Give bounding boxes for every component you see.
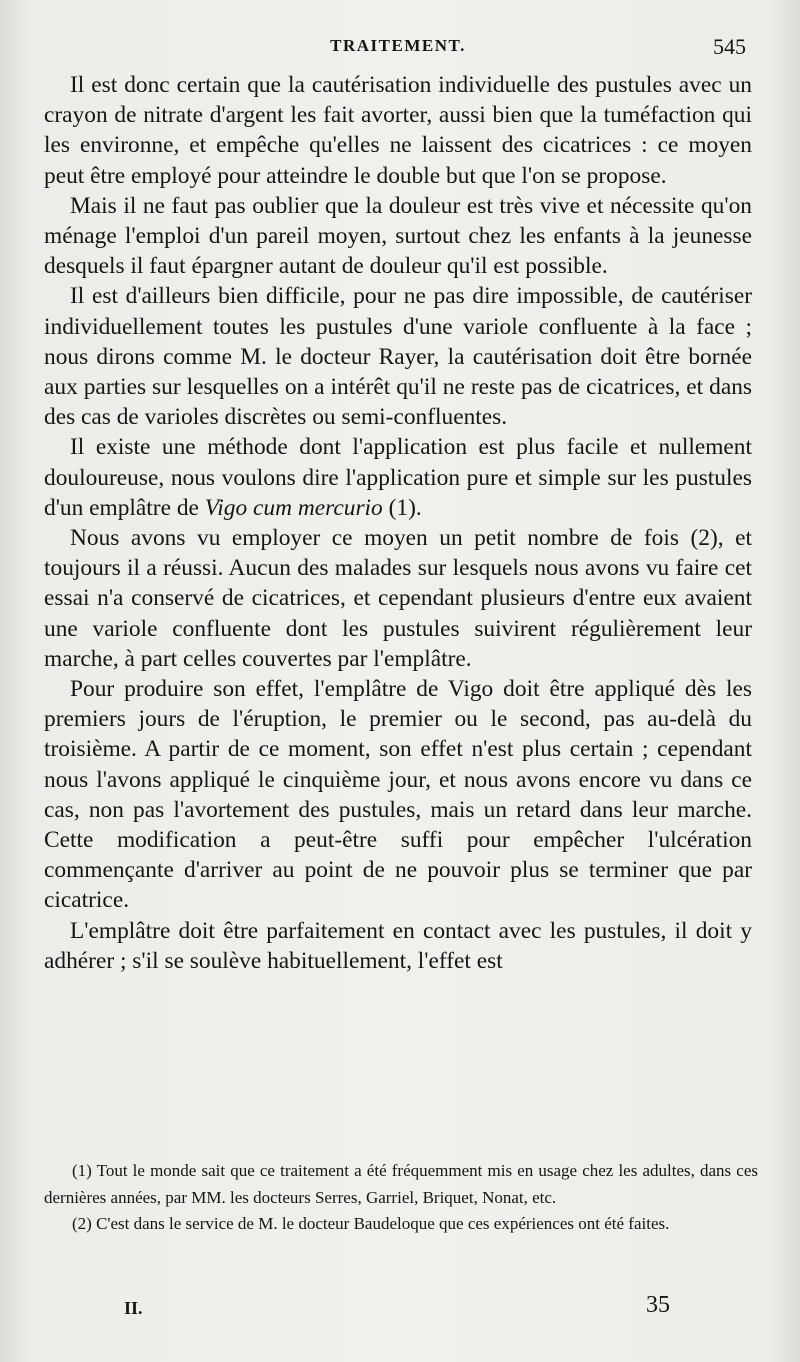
paragraph <box>44 432 752 523</box>
italic-term: Vigo cum mercurio <box>204 494 383 521</box>
paragraph: Mais il ne faut pas oublier que la douleur est très vive et nécessite qu'on ménage l'emploi d'un pareil moyen, surtout chez les enfants à la jeunesse desquels il faut épargner autant de douleur qu'il est possible. <box>44 192 752 280</box>
page-number: 545 <box>713 34 746 59</box>
folio-number: 35 <box>646 1292 670 1318</box>
footnote: (1) Tout le monde sait que ce traitement a été fréquemment mis en usage chez les adultes, dans ces dernières années, par MM. les docteurs Serres, Garriel, Briquet, Nonat, etc. <box>44 1161 758 1207</box>
footnotes <box>44 1158 758 1238</box>
body-text <box>44 70 752 976</box>
paragraph: Il est donc certain que la cautérisation individuelle des pustules avec un crayon de nitrate d'argent les fait avorter, aussi bien que la tuméfaction qui les environne, et empêche qu'elles ne laissent des cicatrices : ce moyen peut être employé pour atteindre le double but que l'on se propose. <box>44 72 752 189</box>
paragraph-text: (1). <box>382 494 422 521</box>
footnote: (2) C'est dans le service de M. le docteur Baudeloque que ces expériences ont été faites. <box>72 1214 670 1233</box>
paragraph: Pour produire son effet, l'emplâtre de Vigo doit être appliqué dès les premiers jours de l'éruption, le premier ou le second, pas au-delà du troisième. A partir de ce moment, son effet n'est plus certain ; cependant nous l'avons appliqué le cinquième jour, et nous avons encore vu dans ce cas, non pas l'avortement des pustules, mais un retard dans leur marche. Cette modification a peut-être suffi pour empêcher l'ulcération commençante d'arriver au point de ne pouvoir plus se terminer que par cicatrice. <box>44 676 752 914</box>
running-title: TRAITEMENT. <box>330 36 466 55</box>
paragraph: Nous avons vu employer ce moyen un petit nombre de fois (2), et toujours il a réussi. Aucun des malades sur lesquels nous avons vu faire cet essai n'a conservé de cicatrices, et cependant plusieurs d'entre eux avaient une variole confluente dont les pustules suivirent régulièrement leur marche, à part celles couvertes par l'emplâtre. <box>44 525 752 672</box>
running-head <box>44 36 752 62</box>
signature-mark: II. <box>124 1298 143 1318</box>
paragraph: Il est d'ailleurs bien difficile, pour ne pas dire impossible, de cautériser individuellement toutes les pustules d'une variole confluente à la face ; nous dirons comme M. le docteur Rayer, la cautérisation doit être bornée aux parties sur lesquelles on a intérêt qu'il ne reste pas de cicatrices, et dans des cas de varioles discrètes ou semi-confluentes. <box>44 283 752 431</box>
paragraph-text: Il existe une méthode dont l'application est plus facile et nullement douloureuse, nous voulons dire l'application pure et simple sur les pustules d'un emplâtre de <box>44 434 752 521</box>
paragraph: L'emplâtre doit être parfaitement en contact avec les pustules, il doit y adhérer ; s'il se soulève habituellement, l'effet est <box>44 917 752 974</box>
